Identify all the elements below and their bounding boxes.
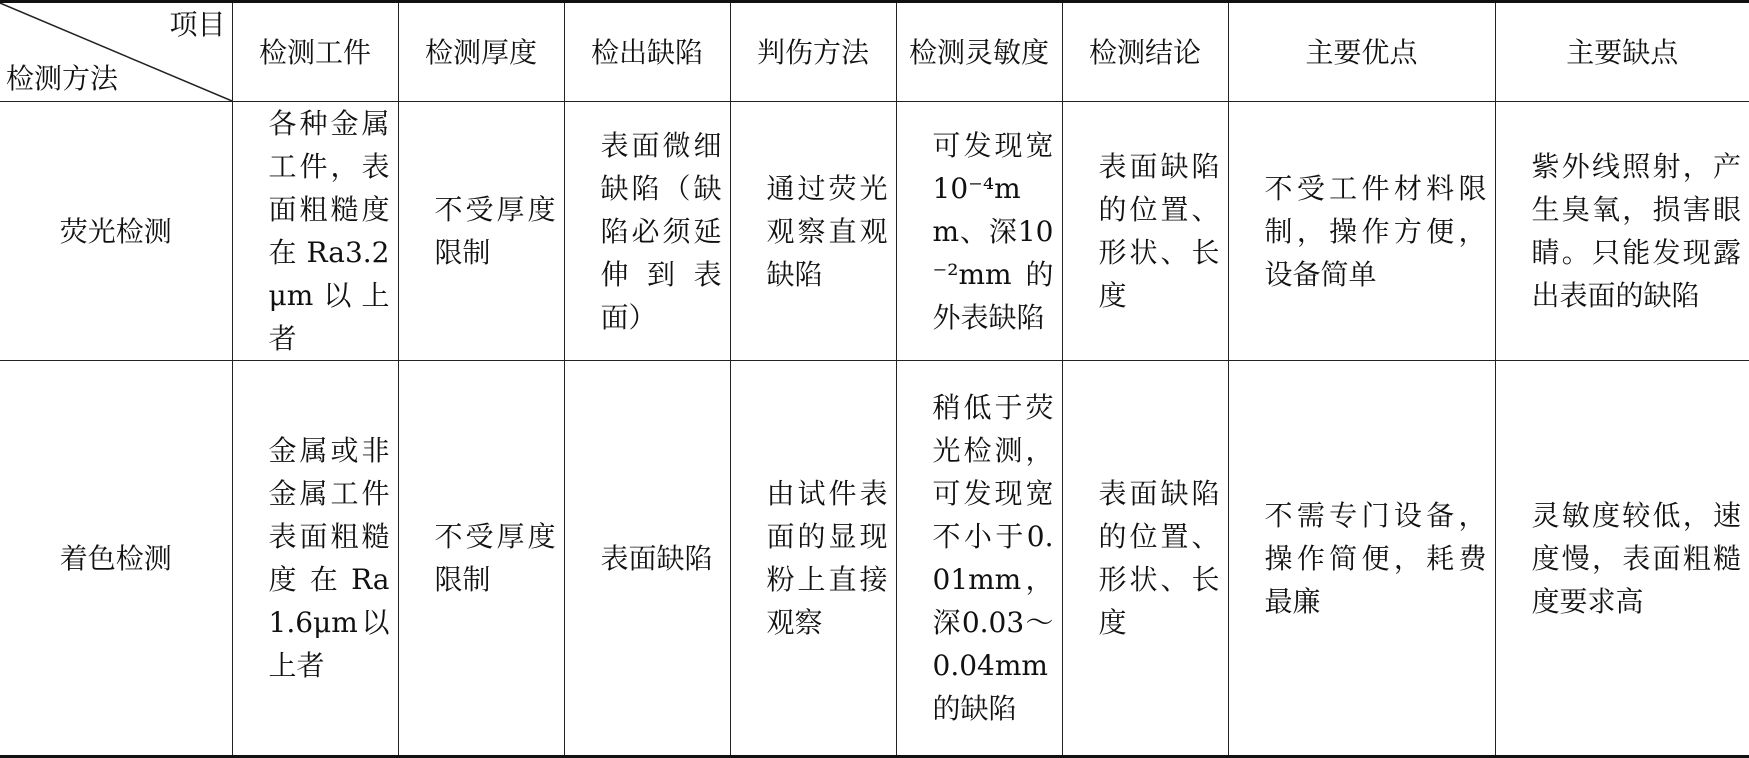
header-thickness: 检测厚度 — [398, 2, 564, 102]
defects-cell: 表面缺陷 — [564, 361, 730, 757]
judging-method-cell: 通过荧光观察直观缺陷 — [730, 102, 896, 361]
corner-label-method: 检测方法 — [6, 62, 119, 95]
thickness-cell: 不受厚度限制 — [398, 361, 564, 757]
workpiece-cell: 各种金属工件，表面粗糙度在Ra3.2μm以上者 — [232, 102, 398, 361]
header-disadvantages: 主要缺点 — [1495, 2, 1749, 102]
workpiece-cell: 金属或非金属工件表面粗糙度在Ra1.6μm以上者 — [232, 361, 398, 757]
conclusion-cell: 表面缺陷的位置、形状、长度 — [1062, 361, 1228, 757]
header-workpiece: 检测工件 — [232, 2, 398, 102]
advantages-cell: 不需专门设备，操作简便，耗费最廉 — [1228, 361, 1495, 757]
defects-cell: 表面微细缺陷（缺陷必须延伸到表面） — [564, 102, 730, 361]
corner-header-cell — [0, 2, 232, 102]
disadvantages-cell: 紫外线照射，产生臭氧，损害眼睛。只能发现露出表面的缺陷 — [1495, 102, 1749, 361]
table-row — [0, 102, 1749, 361]
disadvantages-cell: 灵敏度较低，速度慢，表面粗糙度要求高 — [1495, 361, 1749, 757]
method-cell: 荧光检测 — [0, 102, 232, 361]
thickness-cell: 不受厚度限制 — [398, 102, 564, 361]
header-judging-method: 判伤方法 — [730, 2, 896, 102]
header-row — [0, 2, 1749, 102]
header-defects: 检出缺陷 — [564, 2, 730, 102]
header-conclusion: 检测结论 — [1062, 2, 1228, 102]
header-advantages: 主要优点 — [1228, 2, 1495, 102]
corner-label-item: 项目 — [169, 8, 226, 41]
conclusion-cell: 表面缺陷的位置、形状、长度 — [1062, 102, 1228, 361]
advantages-cell: 不受工件材料限制，操作方便，设备简单 — [1228, 102, 1495, 361]
sensitivity-cell: 稍低于荧光检测，可发现宽不小于0.01mm，深0.03～0.04mm的缺陷 — [896, 361, 1062, 757]
judging-method-cell: 由试件表面的显现粉上直接观察 — [730, 361, 896, 757]
sensitivity-cell: 可发现宽10⁻⁴mm、深10⁻²mm的外表缺陷 — [896, 102, 1062, 361]
method-cell: 着色检测 — [0, 361, 232, 757]
header-sensitivity: 检测灵敏度 — [896, 2, 1062, 102]
table-row — [0, 361, 1749, 757]
